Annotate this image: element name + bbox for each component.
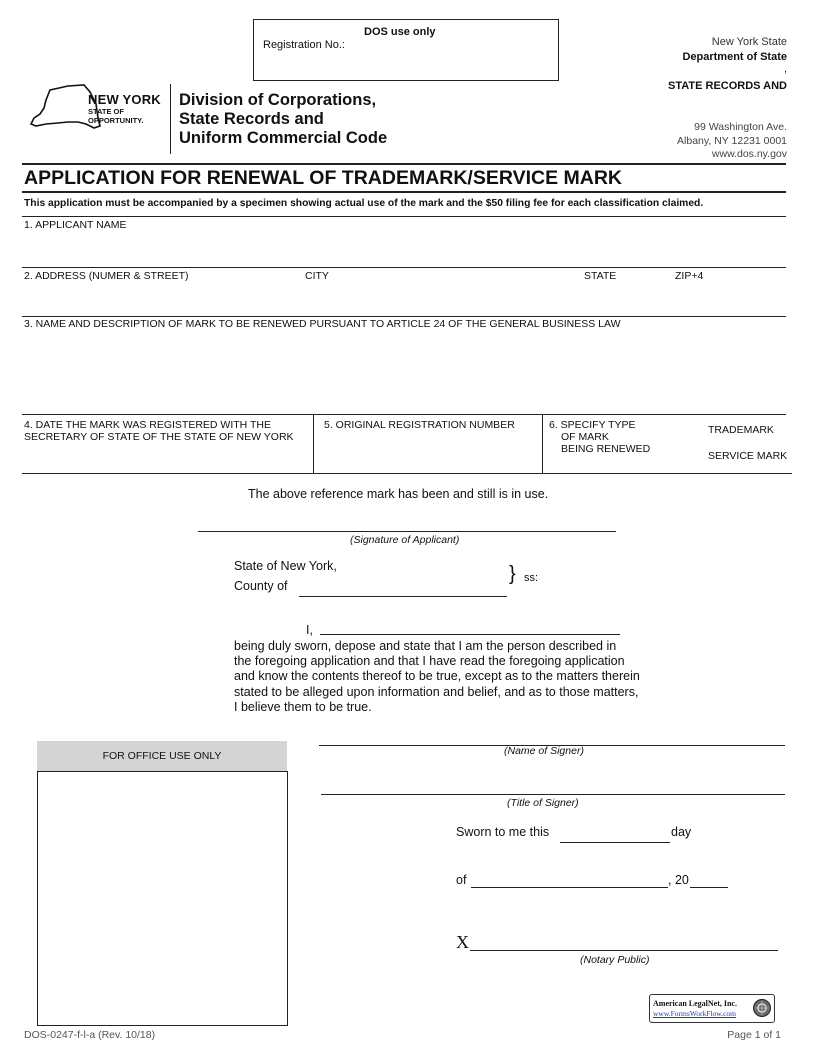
oath-line-2: the foregoing application and that I have read the foregoing application [234,654,625,668]
oath-line-4: stated to be alleged upon information and belief, and as to those matters, [234,685,639,699]
applicant-name-field[interactable] [22,232,786,266]
month-line[interactable] [471,887,668,888]
row4-divider-1 [313,414,314,473]
field2-rule [22,316,786,317]
year-line[interactable] [690,887,728,888]
badge-website: www.FormsWorkFlow.com [653,1009,737,1018]
badge-company: American LegalNet, Inc. [653,999,737,1008]
ss-label: ss: [524,572,539,584]
applicant-signature-line[interactable] [198,531,616,532]
logo-division-line1: Division of Corporations, [179,91,377,109]
office-use-box [37,771,288,1026]
county-line[interactable] [299,596,507,597]
agency-state: New York State [711,36,787,48]
date-registered-label-1: 4. DATE THE MARK WAS REGISTERED WITH THE [24,419,271,431]
logo-divider [170,84,171,154]
row4-divider-2 [542,414,543,473]
title-of-signer-caption: (Title of Signer) [507,797,579,809]
agency-address1: 99 Washington Ave. [694,121,787,133]
registration-no-label: Registration No.: [263,39,345,51]
ss-brace: } [509,563,516,585]
date-registered-label-2: SECRETARY OF STATE OF THE STATE OF NEW YORK [24,431,294,443]
dos-use-title: DOS use only [364,26,436,38]
sworn-label: Sworn to me this [456,825,550,839]
mark-type-label-2: OF MARK [561,431,609,443]
form-title: APPLICATION FOR RENEWAL OF TRADEMARK/SERVICE MARK [24,167,623,189]
agency-division-short: STATE RECORDS AND [668,80,787,92]
address-field[interactable] [22,283,786,315]
oath-line-5: I believe them to be true. [234,700,372,714]
service-mark-option[interactable]: SERVICE MARK [708,450,788,462]
year-label: , 20 [668,873,689,887]
applicant-signature-caption: (Signature of Applicant) [350,534,460,546]
logo-division-line2: State Records and [179,110,324,128]
dos-use-box [253,19,559,81]
globe-icon [752,998,772,1018]
forms-workflow-badge[interactable] [649,994,775,1023]
zip-label: ZIP+4 [675,270,704,282]
notary-x-mark: X [456,932,469,952]
city-label: CITY [305,270,329,282]
office-use-header [37,741,287,771]
mark-description-field[interactable] [22,332,786,412]
mark-type-label-3: BEING RENEWED [561,443,651,455]
row4-rule [22,473,792,474]
address-label: 2. ADDRESS (NUMER & STREET) [24,270,189,282]
notice-rule [22,216,786,217]
oath-line-1: being duly sworn, depose and state that I am the person described in [234,639,617,653]
office-use-label: FOR OFFICE USE ONLY [102,750,222,762]
title-rule-bottom [22,191,786,193]
oath-line-3: and know the contents thereof to be true, except as to the matters therein [234,669,640,683]
of-label: of [456,873,467,887]
day-label: day [671,825,692,839]
original-registration-label: 5. ORIGINAL REGISTRATION NUMBER [324,419,515,431]
affiant-name-line[interactable] [320,634,620,635]
state-of-label: State of New York, [234,559,337,573]
agency-website[interactable]: www.dos.ny.gov [711,148,787,160]
notary-caption: (Notary Public) [580,954,650,966]
trademark-option[interactable]: TRADEMARK [708,424,774,436]
logo-division-line3: Uniform Commercial Code [179,129,388,147]
field3-rule [22,414,786,415]
mark-type-label-1: 6. SPECIFY TYPE [549,419,636,431]
logo-opportunity: OPPORTUNITY. [88,116,144,125]
applicant-name-label: 1. APPLICANT NAME [24,219,127,231]
notary-signature-line[interactable] [470,950,778,951]
field1-rule [22,267,786,268]
affiant-i-label: I, [306,623,313,637]
name-of-signer-caption: (Name of Signer) [504,745,584,757]
sworn-day-line[interactable] [560,842,670,843]
county-of-label: County of [234,579,288,593]
agency-address2: Albany, NY 12231 0001 [677,135,787,147]
agency-comma: , [783,63,787,75]
state-label: STATE [584,270,617,282]
agency-department: Department of State [682,51,787,63]
logo-state-of: STATE OF [88,107,124,116]
form-notice: This application must be accompanied by a specimen showing actual use of the mark and the $50 filing fee for each classification claimed. [24,198,704,209]
title-rule-top [22,163,786,165]
logo-new-york: NEW YORK [88,92,161,107]
mark-description-label: 3. NAME AND DESCRIPTION OF MARK TO BE RENEWED PURSUANT TO ARTICLE 24 OF THE GENERAL BUSINESS LAW [24,318,621,330]
use-statement: The above reference mark has been and still is in use. [248,487,549,501]
title-of-signer-line[interactable] [321,794,785,795]
form-id: DOS-0247-f-l-a (Rev. 10/18) [24,1029,156,1041]
page-number: Page 1 of 1 [727,1029,781,1041]
